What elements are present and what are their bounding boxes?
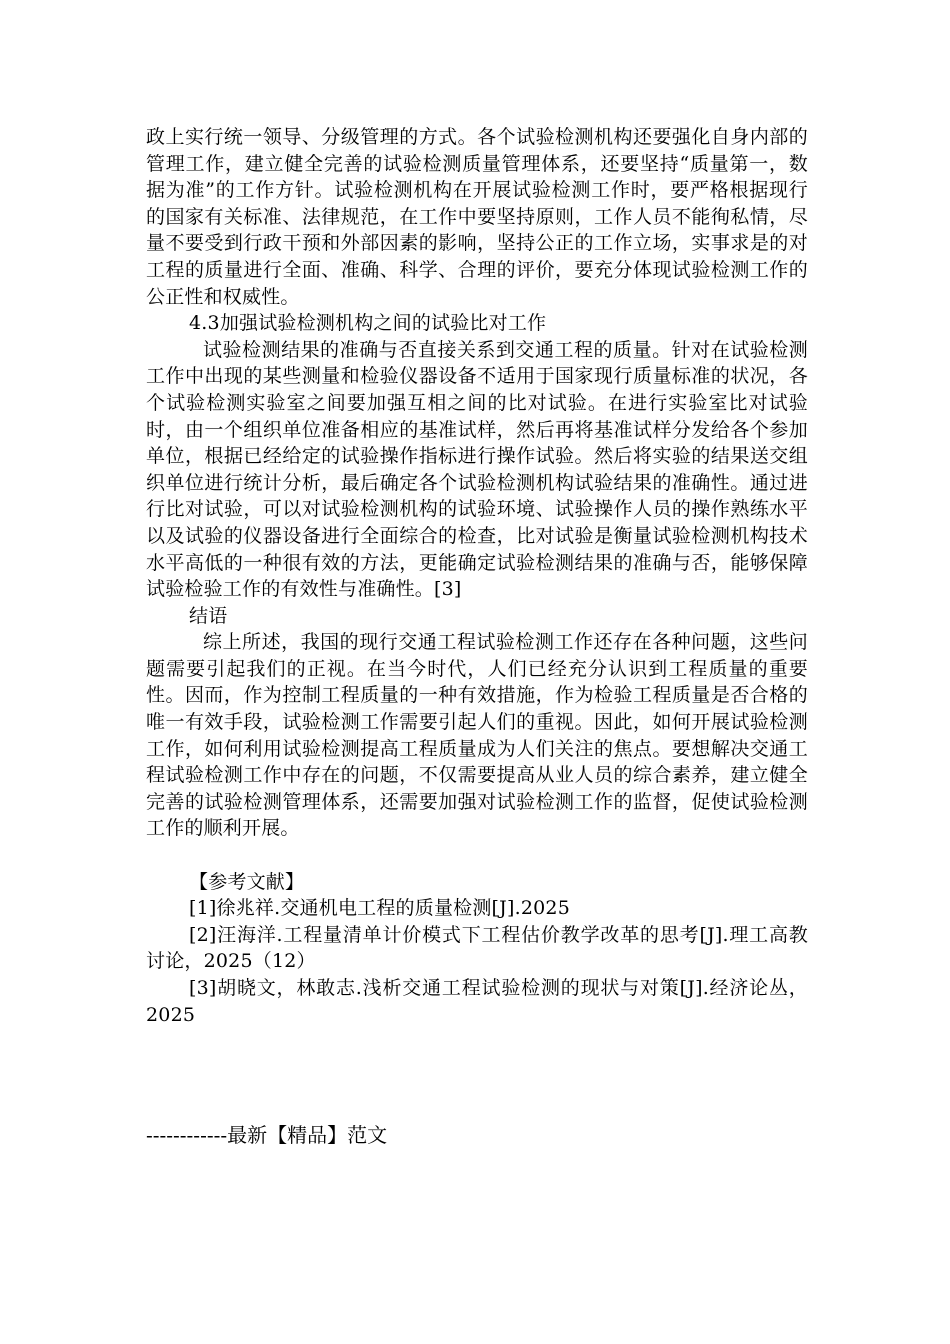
section-paragraph: 试验检测结果的准确与否直接关系到交通工程的质量。针对在试验检测工作中出现的某些测量和检验仪器设备不适用于国家现行质量标准的状况，各个试验检测实验室之间要加强互相之间的比对试验。在进行实验室比对试验时，由一个组织单位准备相应的基准试样，然后再将基准试样分发给各个参加单位，根据已经给定的试验操作指标进行操作试验。然后将实验的结果送交组织单位进行统计分析，最后确定各个试验检测机构试验结果的准确性。通过进行比对试验，可以对试验检测机构的试验环境、试验操作人员的操作熟练水平以及试验的仪器设备进行全面综合的检查，比对试验是衡量试验检测机构技术水平高低的一种很有效的方法，更能确定试验检测结果的准确与否，能够保障试验检验工作的有效性与准确性。[3] xyxy=(146,338,808,601)
reference-item: [3]胡晓文，林敢志.浅析交通工程试验检测的现状与对策[J].经济论丛，2025 xyxy=(146,977,808,1026)
conclusion-heading: 结语 xyxy=(189,604,228,627)
continued-paragraph: 政上实行统一领导、分级管理的方式。各个试验检测机构还要强化自身内部的管理工作，建立健全完善的试验检测质量管理体系，还要坚持“质量第一，数据为准”的工作方针。试验检测机构在开展试验检测工作时，要严格根据现行的国家有关标准、法律规范，在工作中要坚持原则，工作人员不能徇私情，尽量不要受到行政干预和外部因素的影响，坚持公正的工作立场，实事求是的对工程的质量进行全面、准确、科学、合理的评价，要充分体现试验检测工作的公正性和权威性。 xyxy=(146,126,808,308)
footer-text: ------------最新【精品】范文 xyxy=(146,1123,388,1147)
reference-item: [1]徐兆祥.交通机电工程的质量检测[J].2025 xyxy=(189,897,570,920)
conclusion-paragraph: 综上所述，我国的现行交通工程试验检测工作还存在各种问题，这些问题需要引起我们的正视。在当今时代，人们已经充分认识到工程质量的重要性。因而，作为控制工程质量的一种有效措施，作为检验工程质量是否合格的唯一有效手段，试验检测工作需要引起人们的重视。因此，如何开展试验检测工作，如何利用试验检测提高工程质量成为人们关注的焦点。要想解决交通工程试验检测工作中存在的问题，不仅需要提高从业人员的综合素养，建立健全完善的试验检测管理体系，还需要加强对试验检测工作的监督，促使试验检测工作的顺利开展。 xyxy=(146,631,808,840)
reference-item: [2]汪海洋.工程量清单计价模式下工程估价教学改革的思考[J].理工高教讨论，2025（12） xyxy=(146,923,808,973)
document-body xyxy=(146,124,808,1028)
section-heading: 4.3加强试验检测机构之间的试验比对工作 xyxy=(189,312,547,335)
references-title: 【参考文献】 xyxy=(189,870,305,893)
